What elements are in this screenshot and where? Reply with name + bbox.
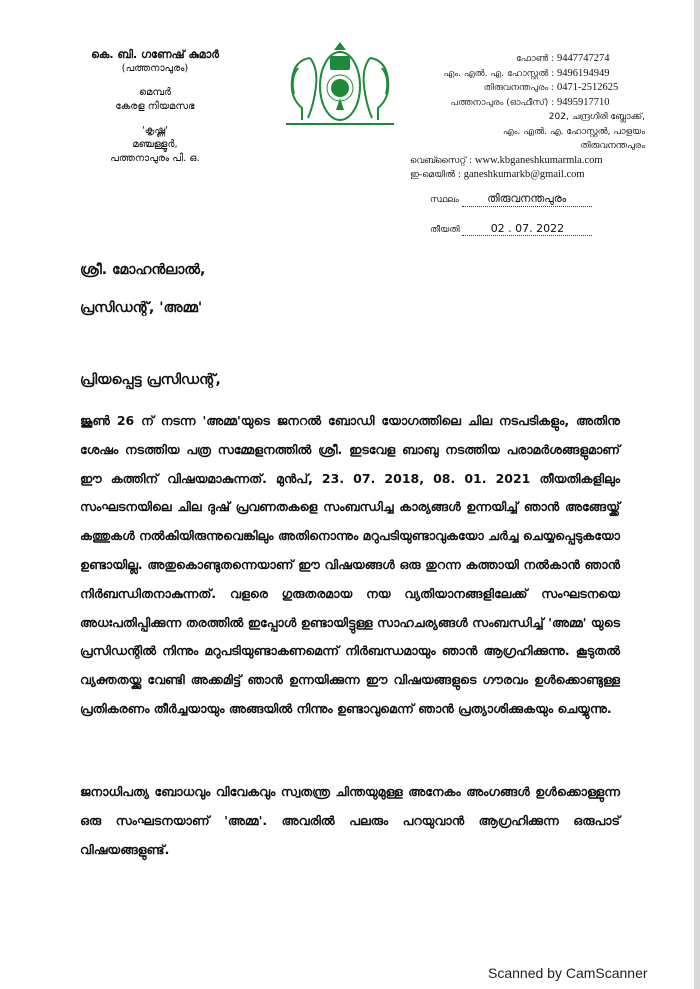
phone-label: ഫോൺ : (515, 54, 555, 64)
camscanner-watermark: Scanned by CamScanner (488, 965, 648, 981)
paragraph-2-text: ജനാധിപത്യ ബോധവും വിവേകവും സ്വതന്ത്ര ചിന്തയുമുള്ള അനേകം അംഗങ്ങൾ ഉൾക്കൊള്ളുന്ന ഒരു സംഘടനയാണ് 'അമ്മ'. അവരിൽ പലരും പറയുവാൻ ആഗ്രഹിക്കുന്ന ഒരുപാട് വിഷയങ്ങളുണ്ട്. (80, 784, 620, 857)
tvm-phone: 0471-2512625 (557, 82, 619, 93)
paragraph-1-text: ജൂൺ 26 ന് നടന്ന 'അമ്മ'യുടെ ജനറൽ ബോഡി യോഗത്തിലെ ചില നടപടികളും, അതിനു ശേഷം നടത്തിയ പത്ര സമ്മേളനത്തിൽ ശ്രീ. ഇടവേള ബാബു നടത്തിയ പരാമർശങ്ങളുമാണ് ഈ കത്തിന് വിഷയമാകുന്നത്. മുൻപ്, 23. 07. 2018, 08. 01. 2021 തീയതികളിലും സംഘടനയിലെ ചില ദുഷ് പ്രവണതകളെ സംബന്ധിച്ച കാര്യങ്ങൾ ഉന്നയിച്ച് ഞാൻ അങ്ങേയ്ക്ക് കത്തുകൾ നൽകിയിരുന്നുവെങ്കിലും അതിനൊന്നും മറുപടിയുണ്ടാവുകയോ ചർച്ച ചെയ്യപ്പെടുകയോ ഉണ്ടായില്ല. അതുകൊണ്ടുതന്നെയാണ് ഈ വിഷയങ്ങൾ ഒരു തുറന്ന കത്തായി നൽകാൻ ഞാൻ നിർബന്ധിതനാകുന്നത്. വളരെ ഗുരുതരമായ നയ വ്യതിയാനങ്ങളിലേക്ക് സംഘടനയെ അധഃപതിപ്പിക്കുന്ന തരത്തിൽ ഇപ്പോൾ ഉണ്ടായിട്ടുള്ള സാഹചര്യങ്ങൾ സംബന്ധിച്ച് 'അമ്മ' യുടെ പ്രസിഡന്റിൽ നിന്നും മറുപടിയുണ്ടാകണമെന്ന് നിർബന്ധമായും ഞാൻ ആഗ്രഹിക്കുന്നു. കൂടുതൽ വ്യക്തതയ്ക്കു വേണ്ടി അക്കമിട്ട് ഞാൻ ഉന്നയിക്കുന്ന ഈ വിഷയങ്ങളുടെ ഗൗരവം ഉൾക്കൊണ്ടുള്ള പ്രതികരണം തീർച്ചയായും അങ്ങയിൽ നിന്നും ഉണ്ടാവുമെന്ന് ഞാൻ പ്രത്യാശിക്കുകയും ചെയ്യുന്നു. (80, 413, 620, 716)
phone-number: 9447747274 (557, 53, 610, 64)
greeting: പ്രിയപ്പെട്ട പ്രസിഡന്റ്, (80, 372, 221, 388)
date-row (430, 222, 592, 236)
sender-constituency: (പത്തനാപുരം) (121, 63, 189, 74)
website-link[interactable]: www.kbganeshkumarmla.com (474, 155, 603, 166)
office-row (410, 96, 645, 111)
email-link[interactable]: ganeshkumarkb@gmail.com (463, 169, 585, 180)
place-value: തിരുവനന്തപുരം (462, 192, 592, 207)
letterhead-left (40, 48, 270, 166)
place-label: സ്ഥലം (430, 195, 459, 205)
phone-row (410, 52, 645, 67)
tvm-label: തിരുവനന്തപുരം : (483, 83, 555, 93)
address-line-3: തിരുവനന്തപുരം (580, 141, 645, 151)
recipient-name: ശ്രീ. മോഹൻലാൽ, (80, 262, 206, 278)
sender-assembly: കേരള നിയമസഭ (115, 101, 195, 112)
mla-hostel-phone: 9496194949 (557, 67, 610, 79)
mla-hostel-row (410, 67, 645, 82)
email-label: ഇ-മെയിൽ : (410, 170, 461, 180)
sender-name: കെ. ബി. ഗണേഷ് കുമാർ (91, 48, 219, 61)
letterhead-right (410, 52, 645, 154)
recipient-designation: പ്രസിഡന്റ്, 'അമ്മ' (80, 300, 203, 316)
tvm-row (410, 81, 645, 96)
sender-post: പത്തനാപുരം പി. ഒ. (110, 153, 200, 164)
sender-role: മെമ്പർ (138, 87, 172, 98)
kerala-emblem-icon (280, 38, 400, 128)
date-value: 02 . 07. 2022 (462, 222, 592, 236)
body-paragraph-2 (80, 778, 620, 864)
sender-locality: മഞ്ചള്ളൂർ, (132, 139, 178, 150)
address-line-2: എം. എൽ. എ. ഹോസ്റ്റൽ, പാളയം (502, 126, 645, 137)
place-row (430, 192, 592, 207)
date-label: തീയതി (430, 225, 460, 235)
web-contacts (410, 154, 635, 182)
website-row (410, 154, 635, 168)
mla-hostel-label: എം. എൽ. എ. ഹോസ്റ്റൽ : (443, 68, 555, 79)
body-paragraph-1 (80, 407, 620, 724)
sender-house: 'കൃഷ്ണ' (142, 125, 168, 136)
email-row (410, 168, 635, 182)
page-edge (694, 0, 700, 989)
office-phone: 9495917710 (557, 96, 610, 108)
website-label: വെബ്സൈറ്റ് : (410, 156, 473, 166)
address-line-1: 202, ചന്ദ്രഗിരി ബ്ലോക്ക്, (548, 112, 645, 122)
office-label: പത്തനാപുരം (ഓഫീസ്) : (450, 97, 555, 108)
